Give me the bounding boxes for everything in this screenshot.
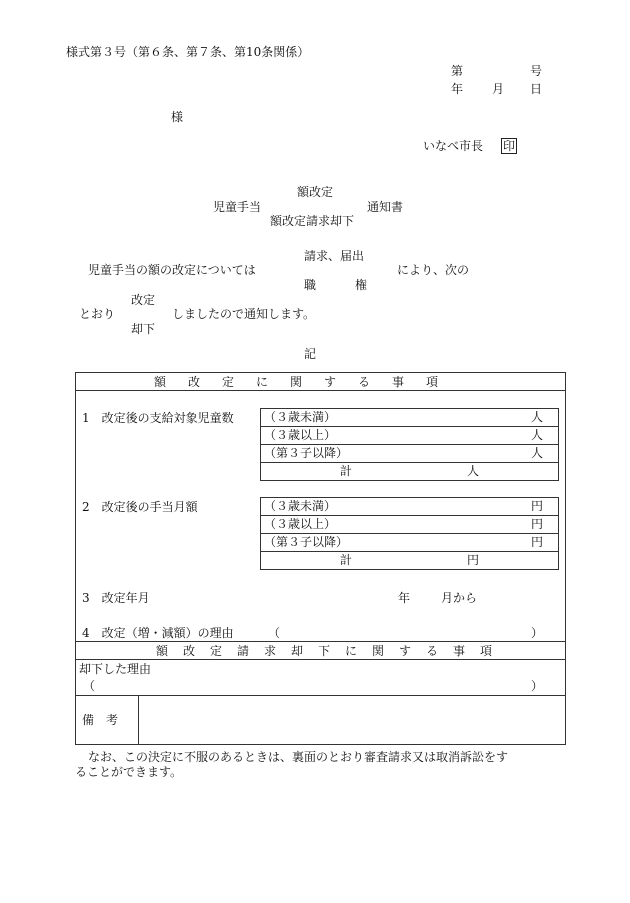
item2-row-unit: 円 [531,535,544,549]
item1-total-label: 計 [340,464,353,478]
ki-mark: 記 [304,347,317,361]
doc-number-prefix: 第 [451,64,464,78]
item4-close-paren: ） [531,626,544,640]
section2-header-divider [75,659,566,660]
item1-row-unit: 人 [531,428,544,442]
date-year: 年 [451,82,464,96]
remarks-label: 備 考 [82,713,119,727]
item2-row-label: （第３子以降） [264,535,349,549]
item1-row-label: （３歳未満） [264,410,337,424]
date-day: 日 [530,82,543,96]
item2-total-label: 計 [340,553,353,567]
title-left: 児童手当 [213,200,262,214]
item1-total-unit: 人 [467,464,480,478]
item2-row-unit: 円 [531,517,544,531]
item1-row-label: （第３子以降） [264,446,349,460]
item2-row-divider [260,515,559,516]
line2-option-top: 改定 [131,293,156,307]
line2-trail: しましたので通知します。 [172,307,316,321]
item2-row-label: （３歳未満） [264,499,337,513]
item2-total-unit: 円 [467,553,480,567]
line2-option-bottom: 却下 [131,322,156,336]
item1-row-label: （３歳以上） [264,428,337,442]
intro-option-bottom-1: 職 [304,278,317,292]
line2-lead: とおり [79,307,116,321]
rejection-close-paren: ） [531,679,544,693]
title-right: 通知書 [367,200,404,214]
item4-open-paren: （ [268,626,281,640]
intro-lead: 児童手当の額の改定については [88,263,256,277]
footer-note-line1: なお、この決定に不服のあるときは、裏面のとおり審査請求又は取消訴訟をす [88,750,509,764]
footer-note-line2: ることができます。 [75,765,183,779]
issuer-seal: 印 [503,139,516,153]
date-month: 月 [492,82,505,96]
addressee-honorific: 様 [171,110,184,124]
item2-row-divider [260,533,559,534]
intro-trail: により、次の [397,263,470,277]
item2-row-divider [260,551,559,552]
rejection-open-paren: （ [83,679,96,693]
title-option-top: 額改定 [297,185,334,199]
item1-label: 1 改定後の支給対象児童数 [82,411,234,425]
rejection-label: 却下した理由 [79,662,152,676]
item1-row-divider [260,462,559,463]
item3-year: 年 [398,591,411,605]
section1-header-divider [75,390,566,391]
item2-label: 2 改定後の手当月額 [82,500,198,514]
title-option-bottom: 額改定請求却下 [270,214,355,228]
item4-label: 4 改定（増・減額）の理由 [82,626,234,640]
remarks-divider [75,695,566,696]
item1-row-unit: 人 [531,410,544,424]
item2-row-label: （３歳以上） [264,517,337,531]
section2-header: 額改定請求却下に関する事項 [156,644,508,658]
remarks-column-divider [138,695,139,745]
issuer-title: いなべ市長 [423,139,484,153]
section2-top-divider [75,641,566,642]
item3-month-from: 月から [441,591,478,605]
form-label: 様式第３号（第６条、第７条、第10条関係） [66,45,310,59]
item1-row-divider [260,426,559,427]
item2-row-unit: 円 [531,499,544,513]
intro-option-top: 請求、届出 [304,249,365,263]
intro-option-bottom-2: 権 [355,278,368,292]
item1-row-unit: 人 [531,446,544,460]
doc-number-suffix: 号 [530,64,543,78]
item1-row-divider [260,444,559,445]
item3-label: 3 改定年月 [82,591,150,605]
section1-header: 額改定に関する事項 [154,375,461,389]
